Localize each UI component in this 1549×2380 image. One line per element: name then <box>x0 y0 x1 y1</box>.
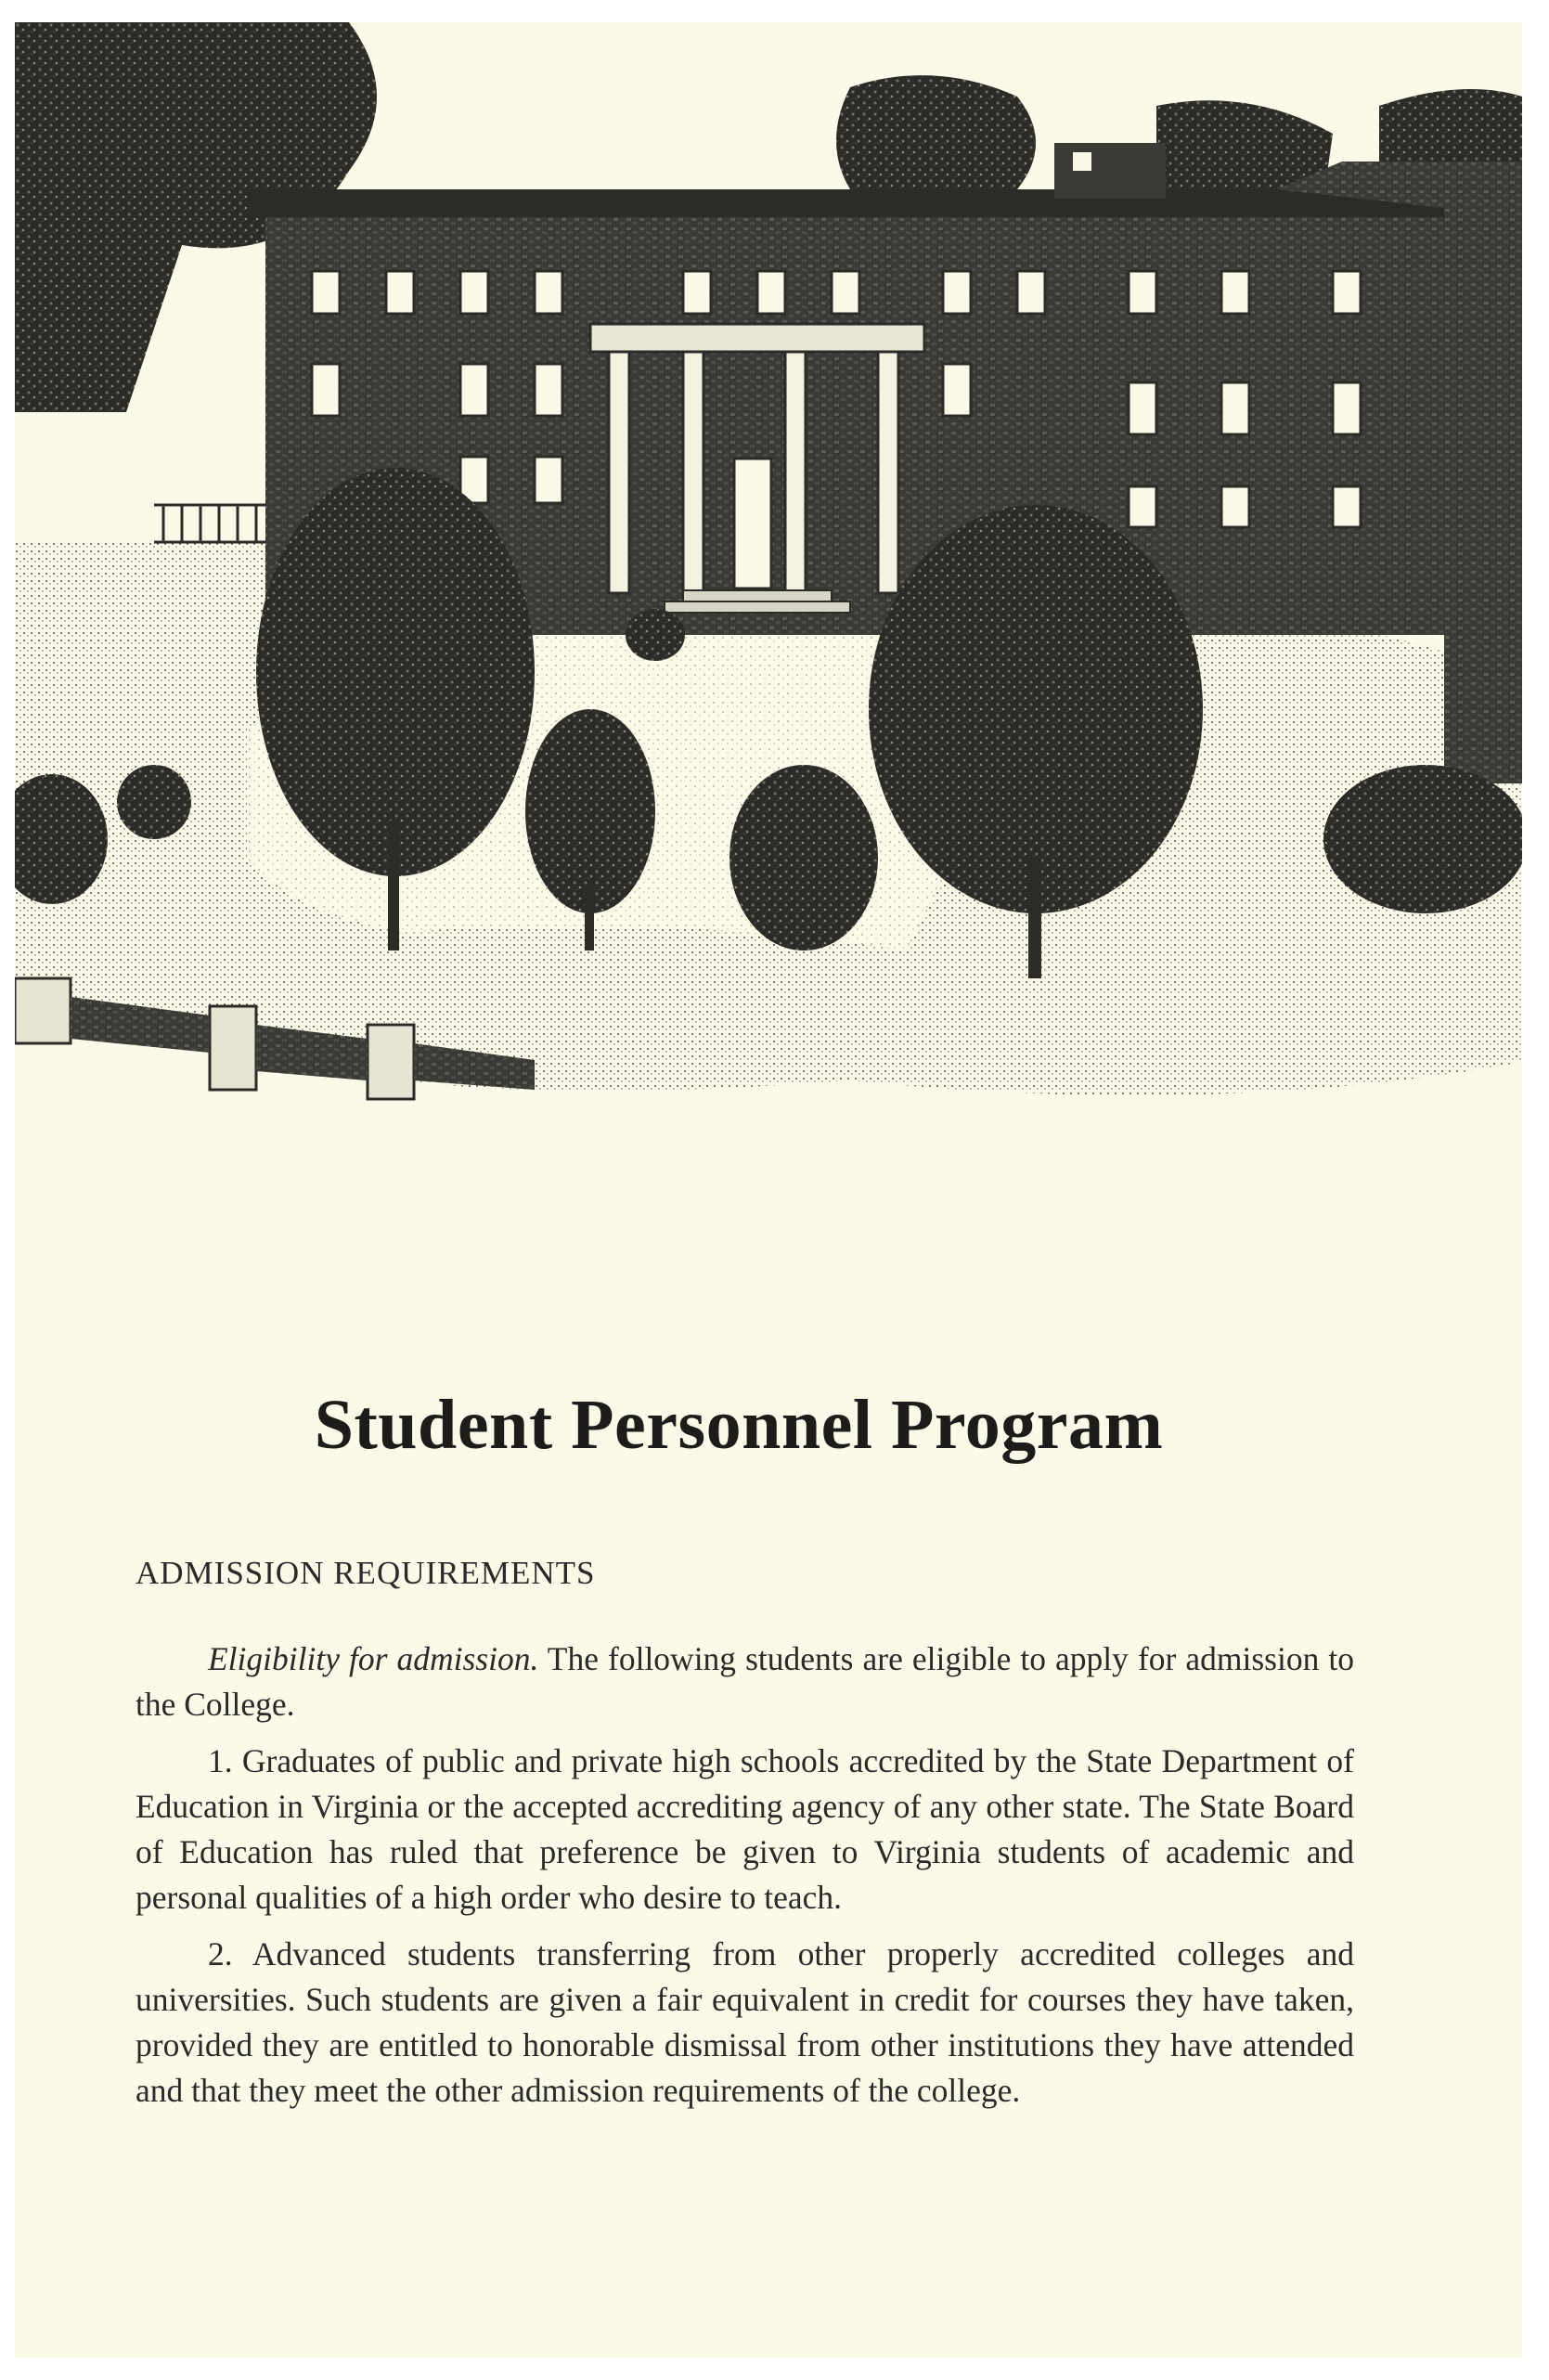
section-body <box>136 1550 1354 2125</box>
college-building-illustration <box>15 22 1522 1136</box>
paragraph-text: 1. Graduates of public and private high schools accredited by the State Department of Education in Virginia or the accepted accrediting agency of any other state. The State Board of Education has ruled that preference be given to Virginia students of academic and personal qualities of a high order who desire to teach. <box>136 1742 1354 1916</box>
paragraph-text: 2. Advanced students transferring from other properly accredited colleges and universities. Such students are given a fair equivalent in credit for courses they have taken, provided they are entitled to honorable dismissal from other institutions they have attended and that they meet the other admission requirements of the college. <box>136 1935 1354 2109</box>
paragraph-item-1 <box>136 1739 1354 1921</box>
paragraph-lead-in: Eligibility for admission. <box>208 1640 539 1677</box>
paragraph-text: The following students are eligible to apply for admission to the College. <box>136 1640 1355 1723</box>
paragraph-eligibility <box>136 1636 1354 1727</box>
page-title: Student Personnel Program <box>314 1386 1164 1464</box>
section-heading: ADMISSION REQUIREMENTS <box>136 1555 596 1591</box>
document-page <box>15 22 1522 2358</box>
paragraph-item-2 <box>136 1932 1354 2114</box>
